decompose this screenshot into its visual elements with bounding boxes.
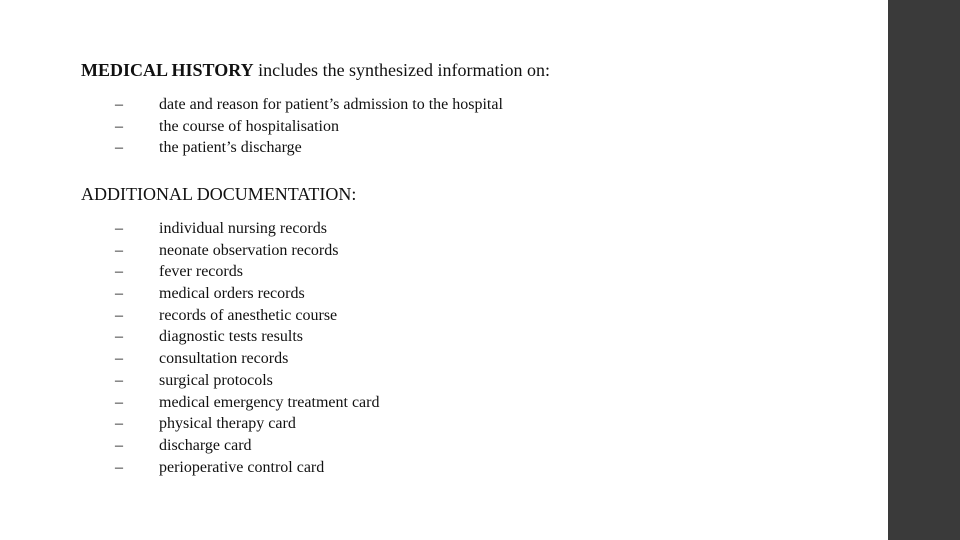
list-item-text: the course of hospitalisation bbox=[159, 117, 339, 135]
list-item-text: records of anesthetic course bbox=[159, 306, 338, 324]
list-item-text: perioperative control card bbox=[159, 458, 325, 476]
dash-bullet: – bbox=[115, 350, 123, 368]
list-item-text: diagnostic tests results bbox=[159, 328, 303, 346]
list-item-text: consultation records bbox=[159, 350, 289, 368]
dash-bullet: – bbox=[115, 415, 123, 433]
list-item-text: surgical protocols bbox=[159, 371, 273, 389]
medical-history-heading-bold: MEDICAL HISTORY bbox=[81, 60, 254, 80]
dash-bullet: – bbox=[115, 285, 123, 303]
decorative-sidebar bbox=[888, 0, 960, 540]
dash-bullet: – bbox=[115, 96, 123, 113]
list-item-text: physical therapy card bbox=[159, 415, 296, 433]
dash-bullet: – bbox=[115, 220, 123, 237]
list-item-text: discharge card bbox=[159, 436, 252, 454]
additional-documentation-heading: ADDITIONAL DOCUMENTATION: bbox=[81, 184, 357, 204]
dash-bullet: – bbox=[115, 263, 123, 281]
medical-history-heading-rest: includes the synthesized information on: bbox=[253, 60, 551, 80]
dash-bullet: – bbox=[115, 306, 123, 324]
medical-history-heading bbox=[81, 59, 550, 81]
dash-bullet: – bbox=[115, 117, 123, 135]
dash-bullet: – bbox=[115, 139, 123, 157]
dash-bullet: – bbox=[115, 371, 123, 389]
list-item-text: the patient’s discharge bbox=[159, 139, 302, 157]
list-item-text: medical emergency treatment card bbox=[159, 393, 380, 411]
list-item-text: individual nursing records bbox=[159, 220, 327, 237]
list-item-text: neonate observation records bbox=[159, 241, 339, 259]
dash-bullet: – bbox=[115, 328, 123, 346]
dash-bullet: – bbox=[115, 436, 123, 454]
dash-bullet: – bbox=[115, 393, 123, 411]
list-item-text: date and reason for patient’s admission to the hospital bbox=[159, 96, 503, 113]
list-item-text: fever records bbox=[159, 263, 243, 281]
list-item-text: medical orders records bbox=[159, 285, 305, 303]
dash-bullet: – bbox=[115, 241, 123, 259]
dash-bullet: – bbox=[115, 458, 123, 476]
